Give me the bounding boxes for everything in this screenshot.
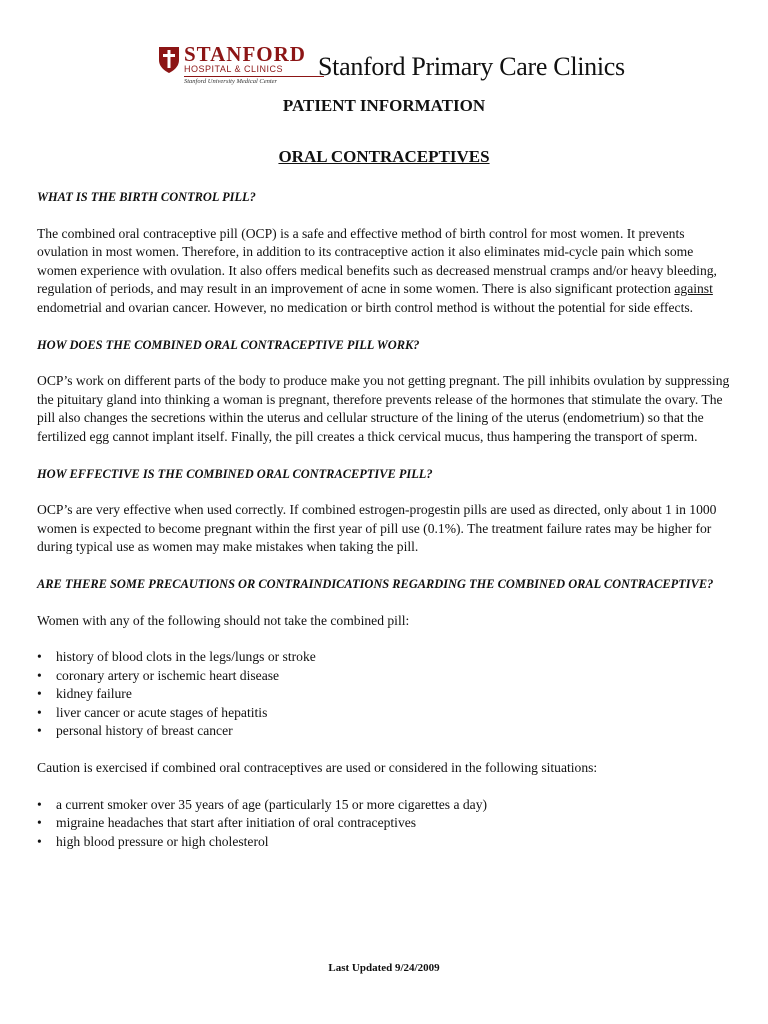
document-body: [37, 188, 732, 851]
paragraph-effectiveness: OCP’s are very effective when used correctly. If combined estrogen-progestin pills are used as directed, only about 1 in 1000 women is expected to become pregnant within the first year of pill use (0.1%). The treatment failure rates may be higher for during typical use as women may make mistakes when taking the pill.: [37, 502, 717, 555]
page-title: PATIENT INFORMATION: [282, 96, 486, 115]
paragraph-how-pill-works: OCP’s work on different parts of the body to produce make you not getting pregnant. The pill inhibits ovulation by suppressing the pituitary gland into thinking a woman is pregnant, therefore prevents release of the hormones that stimulate the ovary. The pill also changes the secretions within the uterus and cellular structure of the lining of the uterus (endometrium) so that the fertilized egg cannot implant itself. Finally, the pill creates a thick cervical mucus, thus hampering the transport of sperm.: [37, 373, 730, 444]
paragraph-contraindications-intro: Women with any of the following should not take the combined pill:: [37, 612, 410, 628]
logo-medical-center: Stanford University Medical Center: [184, 78, 278, 85]
list-item: • history of blood clots in the legs/lungs or stroke: [37, 648, 732, 667]
stanford-shield-icon: [158, 46, 180, 74]
paragraph-text: endometrial and ovarian cancer. However, no medication or birth control method is without the potential for side effects.: [37, 299, 694, 315]
list-item: • migraine headaches that start after initiation of oral contraceptives: [37, 814, 732, 833]
page-header: [158, 42, 625, 94]
last-updated-footer: Last Updated 9/24/2009: [328, 962, 440, 974]
list-item: • personal history of breast cancer: [37, 722, 732, 741]
stanford-logo: [184, 44, 324, 87]
list-item: • high blood pressure or high cholesterol: [37, 833, 732, 852]
list-item: • kidney failure: [37, 685, 732, 704]
page-subtitle: ORAL CONTRACEPTIVES: [278, 147, 490, 166]
clinic-name: Stanford Primary Care Clinics: [318, 52, 625, 81]
caution-list: [37, 796, 732, 852]
logo-subtitle: HOSPITAL & CLINICS: [184, 64, 324, 77]
list-item: • liver cancer or acute stages of hepatitis: [37, 704, 732, 723]
list-item: • a current smoker over 35 years of age (particularly 15 or more cigarettes a day): [37, 796, 732, 815]
emphasis-against: against: [674, 281, 713, 297]
question-birth-control-pill: WHAT IS THE BIRTH CONTROL PILL?: [37, 190, 256, 204]
list-item: • coronary artery or ischemic heart disease: [37, 667, 732, 686]
question-effectiveness: HOW EFFECTIVE IS THE COMBINED ORAL CONTRACEPTIVE PILL?: [37, 466, 433, 481]
question-how-pill-works: HOW DOES THE COMBINED ORAL CONTRACEPTIVE PILL WORK?: [37, 337, 420, 352]
paragraph-caution-intro: Caution is exercised if combined oral contraceptives are used or considered in the following situations:: [37, 760, 598, 776]
question-precautions: ARE THERE SOME PRECAUTIONS OR CONTRAINDICATIONS REGARDING THE COMBINED ORAL CONTRACEPTIVE?: [37, 576, 714, 591]
paragraph-what-is-pill: [37, 225, 732, 318]
logo-name: STANFORD: [184, 42, 306, 66]
paragraph-text: The combined oral contraceptive pill (OCP) is a safe and effective method of birth control for most women. It prevents ovulation in most women. Therefore, in addition to its contraceptive action it also eliminates mid-cycle pain which some women experience with ovulation. It also offers medical benefits such as decreased menstrual cramps and/or heavy bleeding, regulation of periods, and may result in an improvement of acne in some women. There is also significant protection: [37, 225, 717, 297]
contraindications-list: [37, 648, 732, 741]
